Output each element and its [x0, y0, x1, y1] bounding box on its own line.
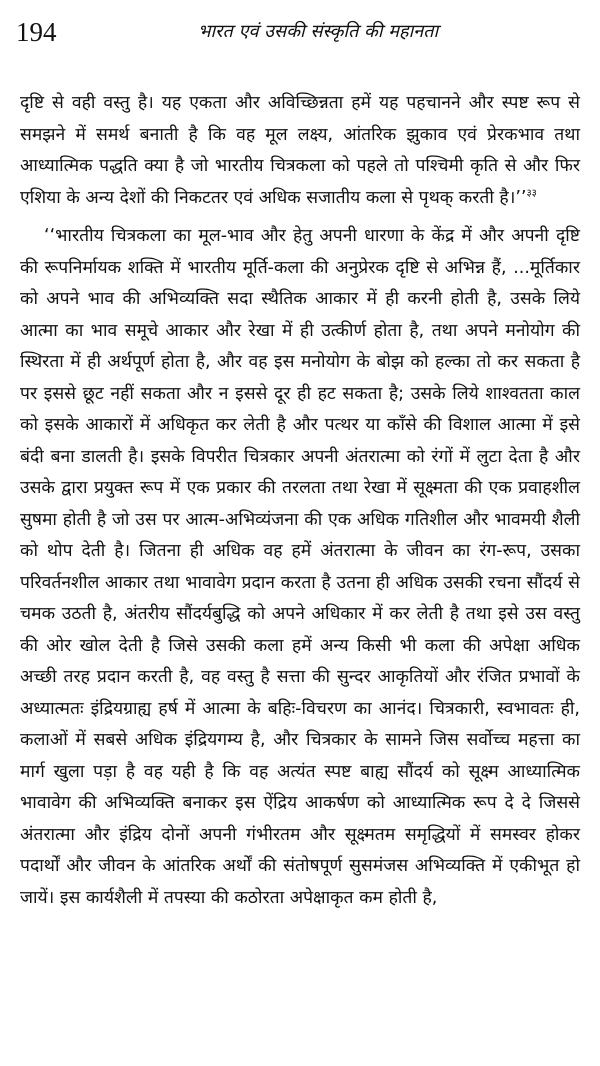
paragraph-text: दृष्टि से वही वस्तु है। यह एकता और अविच्छिन्नता हमें यह पहचानने और स्पष्ट रूप से समझने में समर्थ बनाती है कि वह मूल लक्ष्य, आंतरिक झुकाव एवं प्रेरकभाव तथा आध्यात्मिक पद्धति क्या है जो भारतीय चित्रकला को पहले तो पश्चिमी कृति से और फिर एशिया के अन्य देशों की निकटतर एवं अधिक सजातीय कला से पृथक् करती है।’’: [20, 93, 580, 208]
paragraph-text: ‘‘भारतीय चित्रकला का मूल-भाव और हेतु अपनी धारणा के केंद्र में और अपनी दृष्टि की रूपनिर्मायक शक्ति में भारतीय मूर्ति-कला की अनुप्रेरक दृष्टि से अभिन्न हैं, ...मूर्तिकार को अपने भाव की अभिव्यक्ति सदा स्थैतिक आकार में ही करनी होती है, उसके लिये आत्मा का भाव समूचे आकार और रेखा में ही उत्कीर्ण होता है, तथा अपने मनोयोग की स्थिरता में ही अर्थपूर्ण होता है, और वह इस मनोयोग के बोझ को हल्का तो कर सकता है पर इससे छूट नहीं सकता और न इससे दूर ही हट सकता है; उसके लिये शाश्वतता काल को इसके आकारों में अधिकृत कर लेती है और पत्थर या काँसे की विशाल आत्मा में इसे बंदी बना डालती है। इसके विपरीत चित्रकार अपनी अंतरात्मा को रंगों में लुटा देता है और उसके द्वारा प्रयुक्त रूप में एक प्रकार की तरलता तथा रेखा में सूक्ष्मता की एक प्रवाहशील सुषमा होती है जो उस पर आत्म-अभिव्यंजना की एक अधिक गतिशील और भावमयी शैली को थोप देती है। जितना ही अधिक वह हमें अंतरात्मा के जीवन का रंग-रूप, उसका परिवर्तनशील आकार तथा भावावेग प्रदान करता है उतना ही अधिक उसकी रचना सौंदर्य से चमक उठती है, अंतरीय सौंदर्यबुद्धि को अपने अधिकार में कर लेती है तथा इसे उस वस्तु की ओर खोल देती है जिसे उसकी कला हमें अन्य किसी भी कला की अपेक्षा अधिक अच्छी तरह प्रदान करती है, वह वस्तु है सत्ता की सुन्दर आकृतियों और रंजित प्रभावों के अध्यात्मतः इंद्रियग्राह्य हर्ष में आत्मा के बहिः-विचरण का आनंद। चित्रकारी, स्वभावतः ही, कलाओं में सबसे अधिक इंद्रियगम्य है, और चित्रकार के सामने जिस सर्वोच्च महत्ता का मार्ग खुला पड़ा है वह यही है कि वह अत्यंत स्पष्ट बाह्य सौंदर्य को सूक्ष्म आध्यात्मिक भावावेग की अभिव्यक्ति बनाकर इस ऐंद्रिय आकर्षण को आध्यात्मिक रूप दे दे जिससे अंतरात्मा और इंद्रिय दोनों अपनी गंभीरतम और सूक्ष्मतम समृद्धियों में समस्वर होकर पदार्थों और जीवन के आंतरिक अर्थों की संतोषपूर्ण सुसमंजस अभिव्यक्ति में एकीभूत हो जायें। इस कार्यशैली में तपस्या की कठोरता अपेक्षाकृत कम होती है,: [20, 226, 580, 908]
paragraph-continuation: [20, 88, 580, 214]
footnote-marker: ३३: [526, 187, 537, 199]
page-header: [16, 12, 580, 52]
running-title: भारत एवं उसकी संस्कृति की महानता: [197, 21, 439, 42]
paragraph-quote: [20, 221, 580, 914]
body-text: [20, 88, 580, 921]
page-number: 194: [16, 17, 57, 47]
